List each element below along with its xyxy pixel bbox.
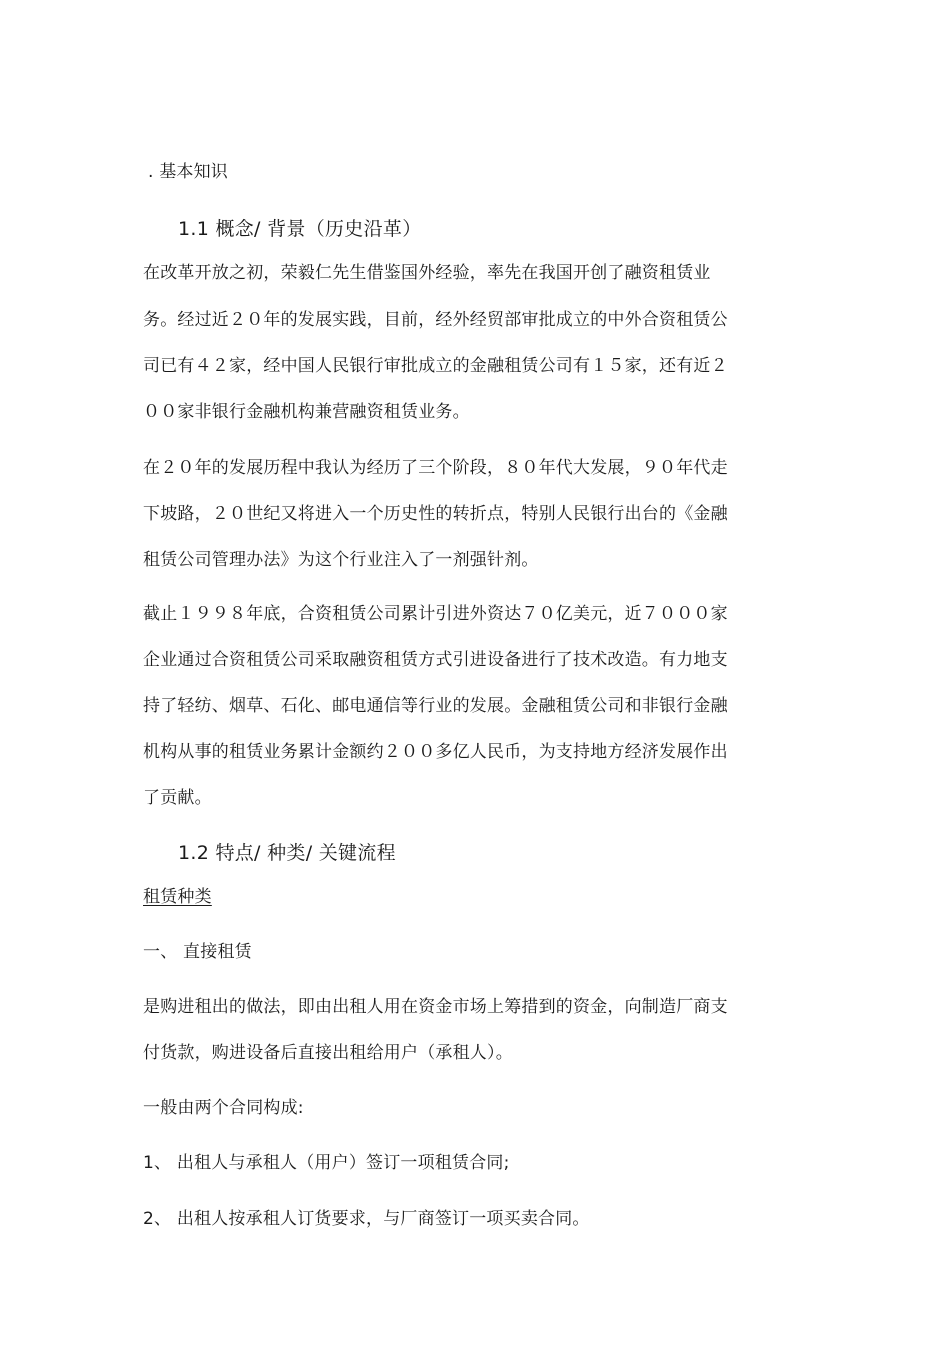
heading-1-1: 1.1 概念/ 背景（历史沿革） [178,218,422,240]
paragraph-line: 持了轻纺、烟草、石化、邮电通信等行业的发展。金融租赁公司和非银行金融 [143,696,728,716]
item-direct-lease-title: 一、 直接租赁 [143,942,252,962]
paragraph-line: 截止１９９８年底，合资租赁公司累计引进外资达７０亿美元，近７０００家 [143,604,728,624]
paragraph-line: 机构从事的租赁业务累计金额约２００多亿人民币，为支持地方经济发展作出 [143,742,728,762]
list-item: 1、 出租人与承租人（用户）签订一项租赁合同; [143,1153,510,1173]
paragraph-line: 司已有４２家，经中国人民银行审批成立的金融租赁公司有１５家，还有近２ [143,356,728,376]
paragraph-line: ００家非银行金融机构兼营融资租赁业务。 [143,402,470,422]
contracts-intro: 一般由两个合同构成: [143,1098,304,1118]
section-title: . 基本知识 [148,162,229,182]
paragraph-line: 企业通过合资租赁公司采取融资租赁方式引进设备进行了技术改造。有力地支 [143,650,728,670]
paragraph-line: 付货款，购进设备后直接出租给用户（承租人）。 [143,1043,513,1063]
paragraph-line: 下坡路，２０世纪又将进入一个历史性的转折点，特别人民银行出台的《金融 [143,504,728,524]
paragraph-line: 是购进租出的做法，即由出租人用在资金市场上筹措到的资金，向制造厂商支 [143,997,728,1017]
list-item: 2、 出租人按承租人订货要求，与厂商签订一项买卖合同。 [143,1209,590,1229]
heading-1-2: 1.2 特点/ 种类/ 关键流程 [178,842,396,864]
paragraph-line: 在２０年的发展历程中我认为经历了三个阶段，８０年代大发展，９０年代走 [143,458,728,478]
paragraph-line: 了贡献。 [143,788,212,808]
subheading-lease-types: 租赁种类 [143,887,212,907]
paragraph-line: 租赁公司管理办法》为这个行业注入了一剂强针剂。 [143,550,539,570]
paragraph-line: 务。经过近２０年的发展实践，目前，经外经贸部审批成立的中外合资租赁公 [143,310,728,330]
paragraph-line: 在改革开放之初，荣毅仁先生借鉴国外经验，率先在我国开创了融资租赁业 [143,263,711,283]
